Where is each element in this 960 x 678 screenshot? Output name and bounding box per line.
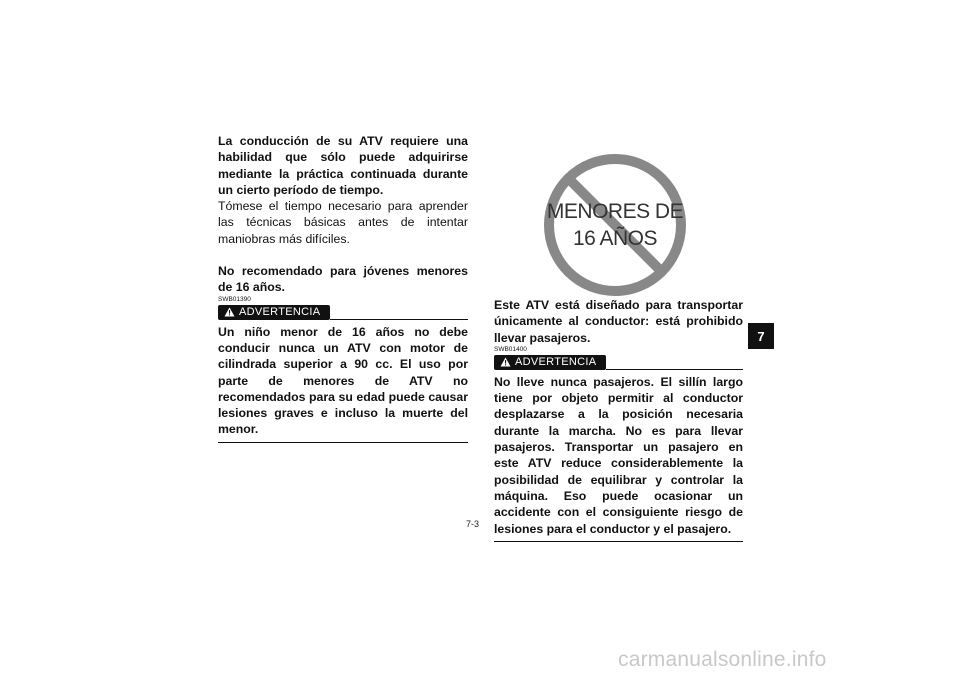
warning-code: SWB01400 — [494, 345, 527, 353]
warning-label: ADVERTENCIA — [515, 356, 597, 369]
passenger-paragraph: Este ATV está diseñado para transportar únicamente al conductor: está prohibido llevar pasajeros. — [494, 298, 743, 345]
sign-text-line-1: MENORES DE — [546, 200, 684, 223]
advice-paragraph: Tómese el tiempo necesario para aprender las técnicas básicas antes de intentar maniobras más difíciles. — [218, 199, 468, 246]
warning-rule — [330, 319, 468, 320]
warning-text: Un niño menor de 16 años no debe conducir nunca un ATV con motor de cilindrada superior a 90 cc. El uso por parte de menores de ATV no recomendados para su edad puede causar lesiones graves e incluso la muerte del menor. — [218, 324, 468, 443]
warning-label: ADVERTENCIA — [239, 306, 321, 319]
prohibition-circle — [542, 152, 688, 298]
sign-text-line-2: 16 AÑOS — [572, 227, 658, 250]
page-number: 7-3 — [466, 519, 480, 529]
warning-badge — [494, 355, 606, 370]
warning-text: No lleve nunca pasajeros. El sillín largo tiene por objeto permitir al conductor desplazarse a la posición necesaria durante la marcha. No es para llevar pasajeros. Transportar un pasajero en este ATV reduce considerablemente la posibilidad de equilibrar y controlar la máquina. Eso puede ocasionar un accidente con el consiguiente riesgo de lesiones para el conductor y el pasajero. — [494, 374, 743, 542]
prohibition-sign-icon — [542, 152, 688, 298]
warning-code: SWB01390 — [218, 295, 251, 303]
chapter-tab: 7 — [748, 323, 774, 349]
left-column — [218, 133, 468, 443]
warning-header — [218, 305, 468, 321]
warning-triangle-icon — [500, 357, 511, 367]
warning-header — [494, 355, 743, 371]
warning-rule — [606, 369, 743, 370]
right-column — [494, 297, 743, 542]
warning-triangle-icon — [224, 307, 235, 317]
warning-badge — [218, 305, 330, 320]
watermark: carmanualsonline.info — [618, 648, 827, 671]
section-heading: No recomendado para jóvenes menores de 16 años. — [218, 264, 468, 295]
intro-paragraph: La conducción de su ATV requiere una habilidad que sólo puede adquirirse mediante la práctica continuada durante un cierto período de tiempo. — [218, 134, 468, 197]
